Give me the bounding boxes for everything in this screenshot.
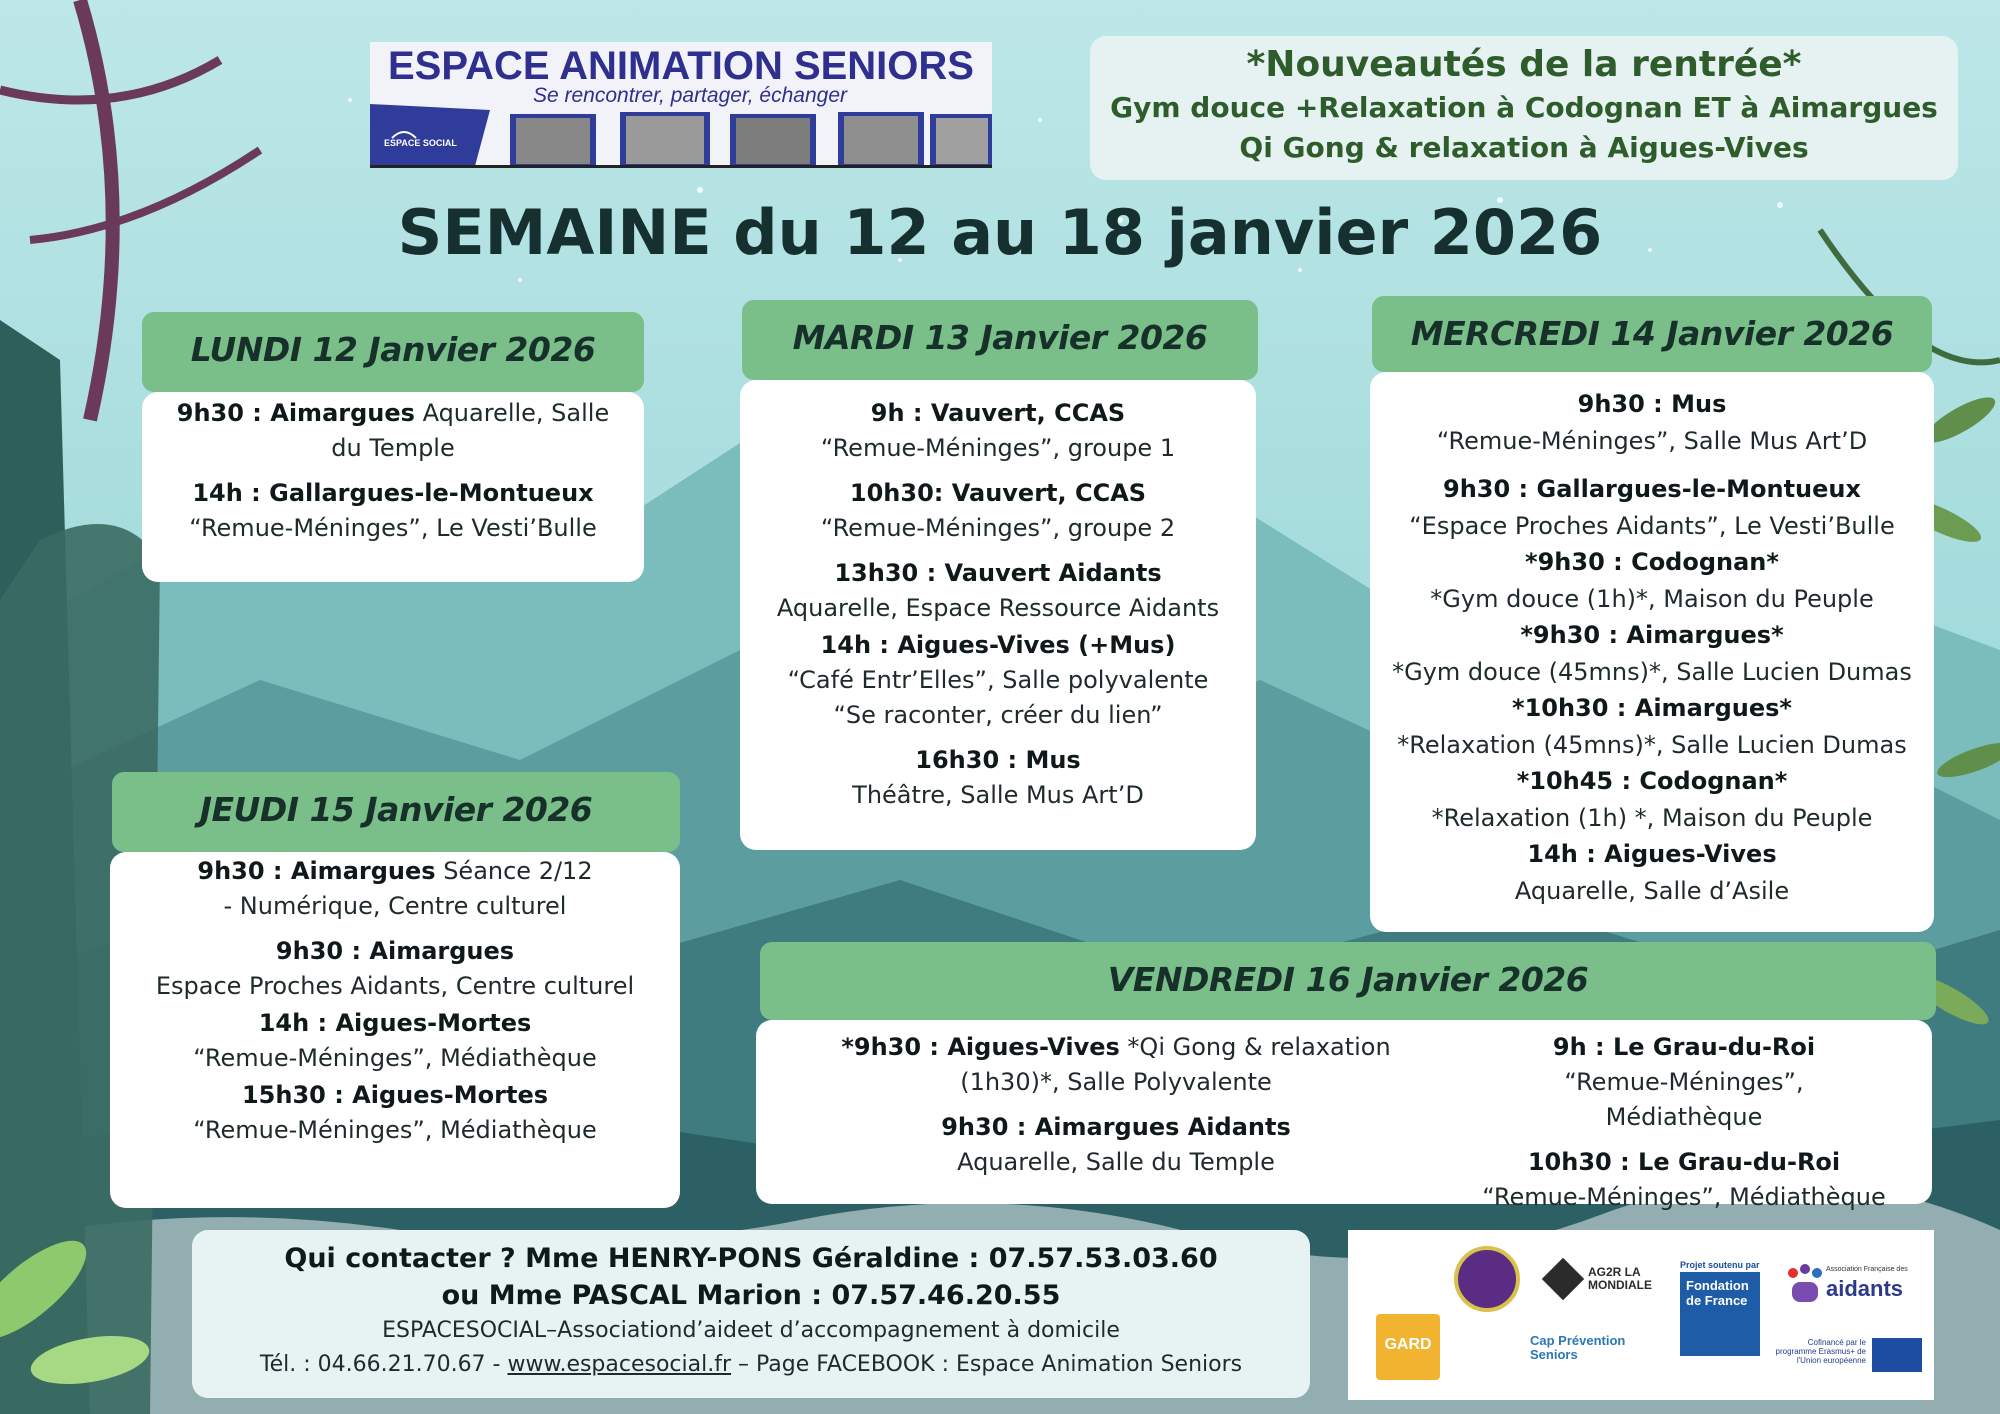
day-card-vendredi <box>756 1020 1932 1211</box>
event: 15h30 : Aigues-Mortes “Remue-Méninges”, Médiathèque <box>193 1081 597 1144</box>
website-link[interactable]: www.espacesocial.fr <box>507 1352 732 1377</box>
logo-subtitle: Se rencontrer, partager, échanger <box>532 84 848 107</box>
contact-line-1: Qui contacter ? Mme HENRY-PONS Géraldine : 07.57.53.03.60 <box>284 1243 1218 1274</box>
aidants-people-icon <box>1788 1264 1822 1308</box>
event: 13h30 : Vauvert Aidants Aquarelle, Espace Ressource Aidants <box>776 559 1220 622</box>
day-card-jeudi <box>110 852 680 1208</box>
event: 9h30 : Aimargues Séance 2/12 - Numérique, Centre culturel <box>197 857 593 920</box>
event: 14h : Gallargues-le-Montueux “Remue-Méninges”, Le Vesti’Bulle <box>189 479 597 542</box>
news-line-2: Qi Gong & relaxation à Aigues-Vives <box>1239 131 1809 164</box>
contact-box <box>192 1230 1310 1398</box>
contact-line-2: ou Mme PASCAL Marion : 07.57.46.20.55 <box>441 1280 1061 1311</box>
event: *10h45 : Codognan* *Relaxation (1h) *, Maison du Peuple <box>1431 767 1873 832</box>
vendredi-right-column <box>1464 1030 1904 1225</box>
partner-logos: GARD AG2R LA MONDIALE Cap Prévention Seniors Projet soutenu par Fondation de France Association Française des aidants Cofinancé par le programme Erasmus+ de l'Union européenne <box>1348 1230 1934 1400</box>
event: *10h30 : Aimargues* *Relaxation (45mns)*, Salle Lucien Dumas <box>1397 694 1907 759</box>
vendredi-left-column <box>836 1030 1396 1190</box>
ag2r-mark-icon <box>1542 1258 1584 1300</box>
event: 9h30 : Mus “Remue-Méninges”, Salle Mus Art’D <box>1436 390 1868 455</box>
event: *9h30 : Aimargues* *Gym douce (45mns)*, Salle Lucien Dumas <box>1392 621 1912 686</box>
event: *9h30 : Aigues-Vives *Qi Gong & relaxation (1h30)*, Salle Polyvalente <box>841 1033 1391 1096</box>
event: 14h : Aigues-Vives Aquarelle, Salle d’Asile <box>1514 840 1790 905</box>
logo-title: ESPACE ANIMATION SENIORS <box>388 44 974 88</box>
logo-banner-graphic <box>370 86 992 166</box>
day-header-mardi: MARDI 13 Janvier 2026 <box>742 300 1258 380</box>
event: 9h30 : Aimargues Aidants Aquarelle, Salle du Temple <box>941 1113 1291 1176</box>
event: 16h30 : Mus Théâtre, Salle Mus Art’D <box>852 746 1144 809</box>
day-card-mercredi <box>1370 372 1934 932</box>
event: 9h : Le Grau-du-Roi “Remue-Méninges”, Médiathèque <box>1552 1033 1816 1131</box>
eu-flag-icon <box>1872 1338 1922 1372</box>
event: 10h30: Vauvert, CCAS “Remue-Méninges”, groupe 2 <box>820 479 1176 542</box>
event: 14h : Aigues-Vives (+Mus) “Café Entr’Elles”, Salle polyvalente “Se raconter, créer du lien” <box>787 631 1209 729</box>
event: 9h30 : Gallargues-le-Montueux “Espace Proches Aidants”, Le Vesti’Bulle <box>1409 475 1895 540</box>
gard-logo: GARD <box>1376 1314 1440 1380</box>
day-header-lundi: LUNDI 12 Janvier 2026 <box>142 312 644 392</box>
event: 10h30 : Le Grau-du-Roi “Remue-Méninges”, Médiathèque <box>1482 1148 1886 1211</box>
contact-line-3: ESPACESOCIAL–Associationd’aideet d’accompagnement à domicile <box>382 1318 1120 1343</box>
day-header-vendredi: VENDREDI 16 Janvier 2026 <box>760 942 1936 1020</box>
event: 14h : Aigues-Mortes “Remue-Méninges”, Médiathèque <box>193 1009 597 1072</box>
news-title: *Nouveautés de la rentrée* <box>1246 44 1802 85</box>
espace-animation-seniors-logo <box>370 42 992 168</box>
day-card-mardi <box>740 380 1256 850</box>
cap-prevention-seniors-logo: Cap Prévention Seniors <box>1530 1333 1626 1362</box>
event: 9h : Vauvert, CCAS “Remue-Méninges”, groupe 1 <box>820 399 1176 462</box>
fondation-de-france-logo: Projet soutenu par Fondation de France <box>1680 1260 1764 1356</box>
news-line-1: Gym douce +Relaxation à Codognan ET à Aimargues <box>1110 91 1938 124</box>
day-card-lundi <box>142 392 644 582</box>
event: *9h30 : Codognan* *Gym douce (1h)*, Maison du Peuple <box>1430 548 1874 613</box>
contact-line-4: Tél. : 04.66.21.70.67 - www.espacesocial.fr – Page FACEBOOK : Espace Animation Seniors <box>259 1352 1243 1377</box>
day-header-jeudi: JEUDI 15 Janvier 2026 <box>112 772 680 852</box>
event: 9h30 : Aimargues Aquarelle, Salle du Temple <box>176 399 610 462</box>
news-box <box>1090 36 1958 180</box>
week-title: SEMAINE du 12 au 18 janvier 2026 <box>397 196 1603 269</box>
day-header-mercredi: MERCREDI 14 Janvier 2026 <box>1372 296 1932 372</box>
departement-seal-logo <box>1454 1246 1520 1312</box>
event: 9h30 : Aimargues Espace Proches Aidants, Centre culturel <box>155 937 635 1000</box>
espace-social-badge: ESPACE SOCIAL <box>384 138 457 148</box>
